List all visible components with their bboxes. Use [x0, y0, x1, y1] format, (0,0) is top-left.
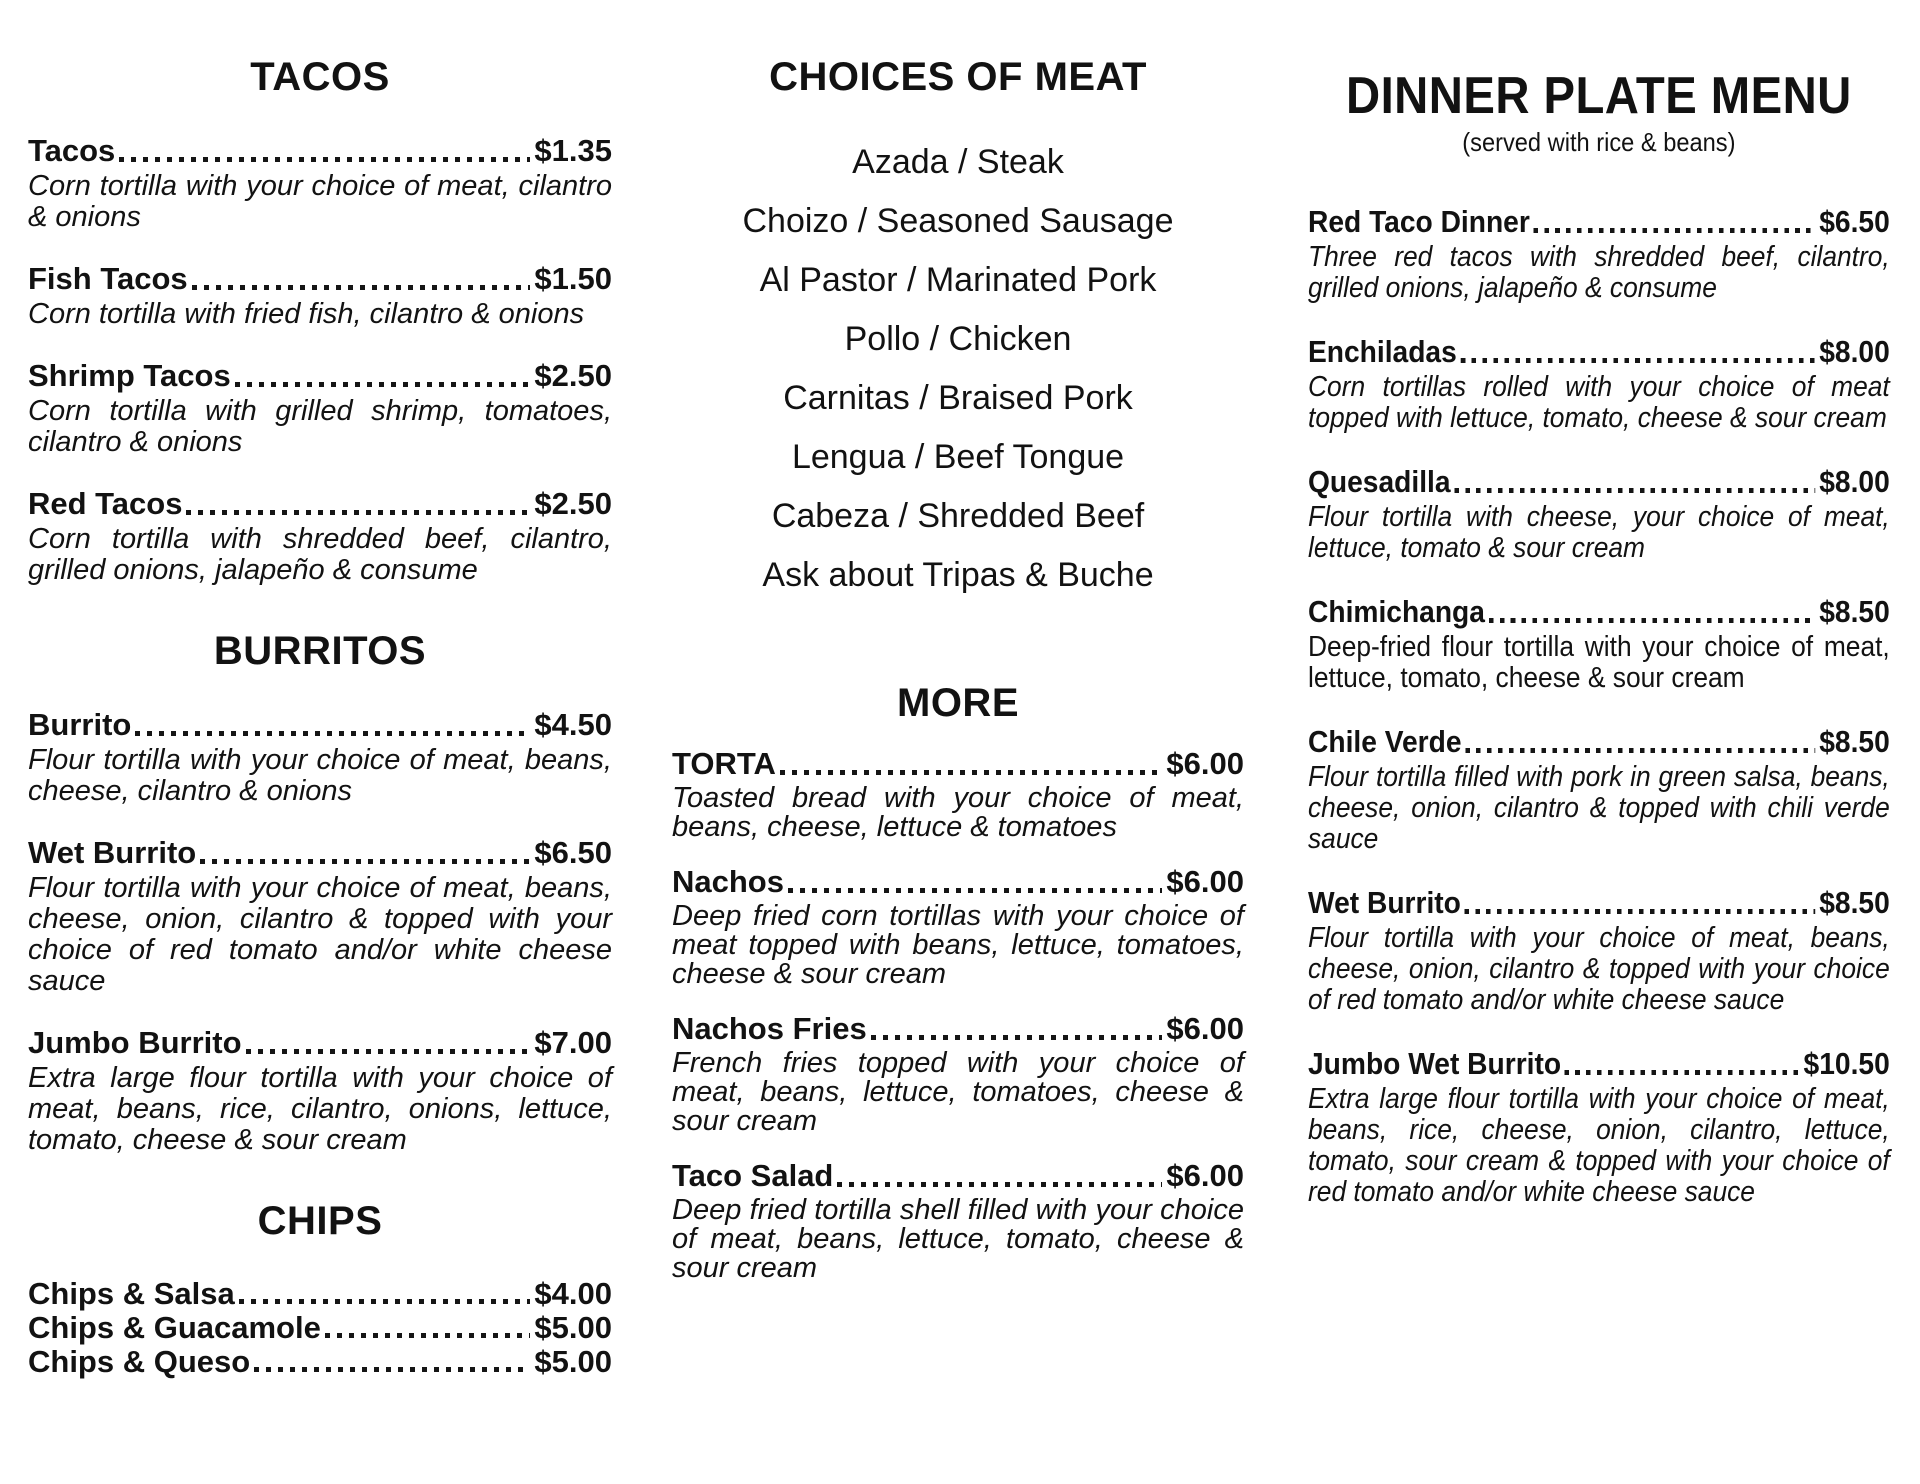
item-name: Quesadilla — [1308, 464, 1451, 499]
item-description: French fries topped with your choice of meat, beans, lettuce, tomatoes, cheese & sour cream — [672, 1047, 1244, 1137]
right-column — [1308, 0, 1890, 1238]
item-description: Deep-fried flour tortilla with your choice of meat, lettuce, tomato, cheese & sour cream — [1308, 631, 1890, 694]
menu-item — [1308, 464, 1890, 564]
item-name: Nachos Fries — [672, 1011, 867, 1046]
dotted-leader — [1489, 618, 1816, 623]
dotted-leader — [1533, 228, 1815, 233]
item-price: $6.00 — [1166, 864, 1244, 899]
item-description: Corn tortillas rolled with your choice of meat topped with lettuce, tomato, cheese & sour cream — [1308, 371, 1890, 434]
item-name: Chile Verde — [1308, 724, 1462, 759]
meat-choice: Cabeza / Shredded Beef — [771, 497, 1145, 535]
section-title-dinner-plate-menu: DINNER PLATE MENU — [1345, 67, 1852, 125]
dotted-leader — [192, 285, 531, 290]
item-name: Red Taco Dinner — [1308, 204, 1530, 239]
item-name: Wet Burrito — [28, 835, 197, 870]
meat-choice: Lengua / Beef Tongue — [791, 438, 1125, 476]
item-price: $4.50 — [534, 707, 612, 742]
item-name: Taco Salad — [672, 1158, 834, 1193]
item-name: Burrito — [28, 707, 132, 742]
section-title-more: MORE — [897, 681, 1019, 725]
menu-item — [28, 358, 612, 458]
menu-item — [1308, 594, 1890, 694]
dotted-leader — [1465, 909, 1816, 914]
item-price: $4.00 — [534, 1276, 612, 1311]
dotted-leader — [1465, 748, 1815, 753]
menu-item — [28, 261, 612, 330]
menu-item — [1308, 334, 1890, 434]
item-price: $5.00 — [534, 1344, 612, 1379]
menu-item — [672, 864, 1244, 989]
dinner-plate-section — [1308, 0, 1890, 1208]
menu-item — [28, 486, 612, 586]
menu-item — [1308, 204, 1890, 304]
section-title-chips: CHIPS — [257, 1199, 383, 1243]
dotted-leader — [119, 157, 530, 162]
item-name: Fish Tacos — [28, 261, 188, 296]
dotted-leader — [246, 1049, 531, 1054]
item-description: Corn tortilla with fried fish, cilantro & onions — [28, 298, 585, 330]
dotted-leader — [254, 1367, 530, 1372]
item-name: Nachos — [672, 864, 784, 899]
item-price: $8.00 — [1819, 464, 1890, 499]
item-price: $10.50 — [1803, 1046, 1890, 1081]
meat-choice: Al Pastor / Marinated Pork — [759, 261, 1157, 299]
item-description: Deep fried tortilla shell filled with your choice of meat, beans, lettuce, tomato, cheese & sour cream — [672, 1194, 1244, 1284]
dinner-subtitle: (served with rice & beans) — [1462, 127, 1736, 157]
dotted-leader — [1565, 1070, 1800, 1075]
item-description: Deep fried corn tortillas with your choice of meat topped with beans, lettuce, tomatoes, cheese & sour cream — [672, 900, 1244, 990]
meat-choice: Pollo / Chicken — [844, 320, 1072, 358]
item-description: Flour tortilla with your choice of meat, beans, cheese, onion, cilantro & topped with your choice of red tomato and/or white cheese sauce — [1308, 922, 1890, 1016]
left-column — [28, 0, 612, 1379]
item-price: $6.50 — [534, 835, 612, 870]
menu-item — [1308, 885, 1890, 1016]
menu-item — [28, 133, 612, 233]
meat-choice: Carnitas / Braised Pork — [783, 379, 1133, 417]
menu-item — [1308, 724, 1890, 855]
item-description: Flour tortilla filled with pork in green salsa, beans, cheese, onion, cilantro & topped with chili verde sauce — [1308, 761, 1890, 855]
meat-choices-list — [672, 133, 1244, 605]
item-name: Chimichanga — [1308, 594, 1485, 629]
middle-column — [672, 0, 1244, 1305]
menu-item — [672, 1158, 1244, 1283]
menu-item — [28, 707, 612, 807]
menu-item — [28, 1277, 612, 1311]
item-description: Corn tortilla with shredded beef, cilantro, grilled onions, jalapeño & consume — [28, 523, 612, 586]
item-description: Flour tortilla with your choice of meat, beans, cheese, onion, cilantro & topped with your choice of red tomato and/or white cheese sauce — [28, 872, 612, 997]
menu-item — [1308, 1046, 1890, 1208]
item-description: Flour tortilla with cheese, your choice of meat, lettuce, tomato & sour cream — [1308, 501, 1890, 564]
meat-choice: Azada / Steak — [852, 143, 1064, 181]
item-name: Chips & Salsa — [28, 1276, 235, 1311]
item-price: $2.50 — [534, 486, 612, 521]
item-price: $2.50 — [534, 358, 612, 393]
item-name: Wet Burrito — [1308, 885, 1461, 920]
item-description: Three red tacos with shredded beef, cilantro, grilled onions, jalapeño & consume — [1308, 241, 1890, 304]
item-name: Chips & Guacamole — [28, 1310, 321, 1345]
menu-item — [672, 1011, 1244, 1136]
item-description: Extra large flour tortilla with your choice of meat, beans, rice, cheese, onion, cilantro, lettuce, tomato, sour cream & topped with your choice of red tomato and/or white cheese sauce — [1308, 1083, 1890, 1208]
item-price: $8.50 — [1819, 724, 1890, 759]
item-name: Tacos — [28, 133, 116, 168]
dotted-leader — [135, 731, 530, 736]
menu-item — [672, 746, 1244, 842]
section-title-tacos: TACOS — [250, 55, 390, 99]
section-title-burritos: BURRITOS — [213, 629, 427, 673]
item-description: Flour tortilla with your choice of meat, beans, cheese, cilantro & onions — [28, 744, 612, 807]
item-name: Jumbo Burrito — [28, 1025, 242, 1060]
dotted-leader — [788, 888, 1162, 893]
item-description: Corn tortilla with your choice of meat, cilantro & onions — [28, 170, 612, 233]
item-name: Enchiladas — [1308, 334, 1457, 369]
item-price: $8.50 — [1819, 594, 1890, 629]
item-price: $6.00 — [1166, 1158, 1244, 1193]
item-description: Toasted bread with your choice of meat, beans, cheese, lettuce & tomatoes — [672, 782, 1244, 843]
menu-item — [28, 835, 612, 997]
dotted-leader — [1460, 358, 1815, 363]
dotted-leader — [1454, 488, 1815, 493]
item-price: $1.50 — [534, 261, 612, 296]
item-description: Extra large flour tortilla with your choice of meat, beans, rice, cilantro, onions, lettuce, tomato, cheese & sour cream — [28, 1062, 612, 1156]
menu-item — [28, 1025, 612, 1156]
item-description: Corn tortilla with grilled shrimp, tomatoes, cilantro & onions — [28, 395, 612, 458]
item-name: TORTA — [672, 746, 776, 781]
meat-choice: Choizo / Seasoned Sausage — [742, 202, 1174, 240]
item-price: $5.00 — [534, 1310, 612, 1345]
dotted-leader — [200, 859, 530, 864]
item-price: $6.00 — [1166, 746, 1244, 781]
section-title-choices-of-meat: CHOICES OF MEAT — [769, 55, 1147, 99]
item-price: $6.50 — [1819, 204, 1890, 239]
dotted-leader — [235, 382, 531, 387]
meat-choice: Ask about Tripas & Buche — [762, 556, 1154, 594]
item-name: Shrimp Tacos — [28, 358, 231, 393]
dotted-leader — [325, 1333, 531, 1338]
item-price: $6.00 — [1166, 1011, 1244, 1046]
item-price: $7.00 — [534, 1025, 612, 1060]
item-price: $8.00 — [1819, 334, 1890, 369]
item-price: $1.35 — [534, 133, 612, 168]
menu-item — [28, 1345, 612, 1379]
dotted-leader — [780, 770, 1163, 775]
dotted-leader — [837, 1182, 1162, 1187]
item-name: Red Tacos — [28, 486, 183, 521]
item-name: Chips & Queso — [28, 1344, 251, 1379]
dotted-leader — [186, 510, 530, 515]
dotted-leader — [239, 1299, 531, 1304]
item-price: $8.50 — [1819, 885, 1890, 920]
dotted-leader — [871, 1035, 1163, 1040]
item-name: Jumbo Wet Burrito — [1308, 1046, 1562, 1081]
menu-item — [28, 1311, 612, 1345]
